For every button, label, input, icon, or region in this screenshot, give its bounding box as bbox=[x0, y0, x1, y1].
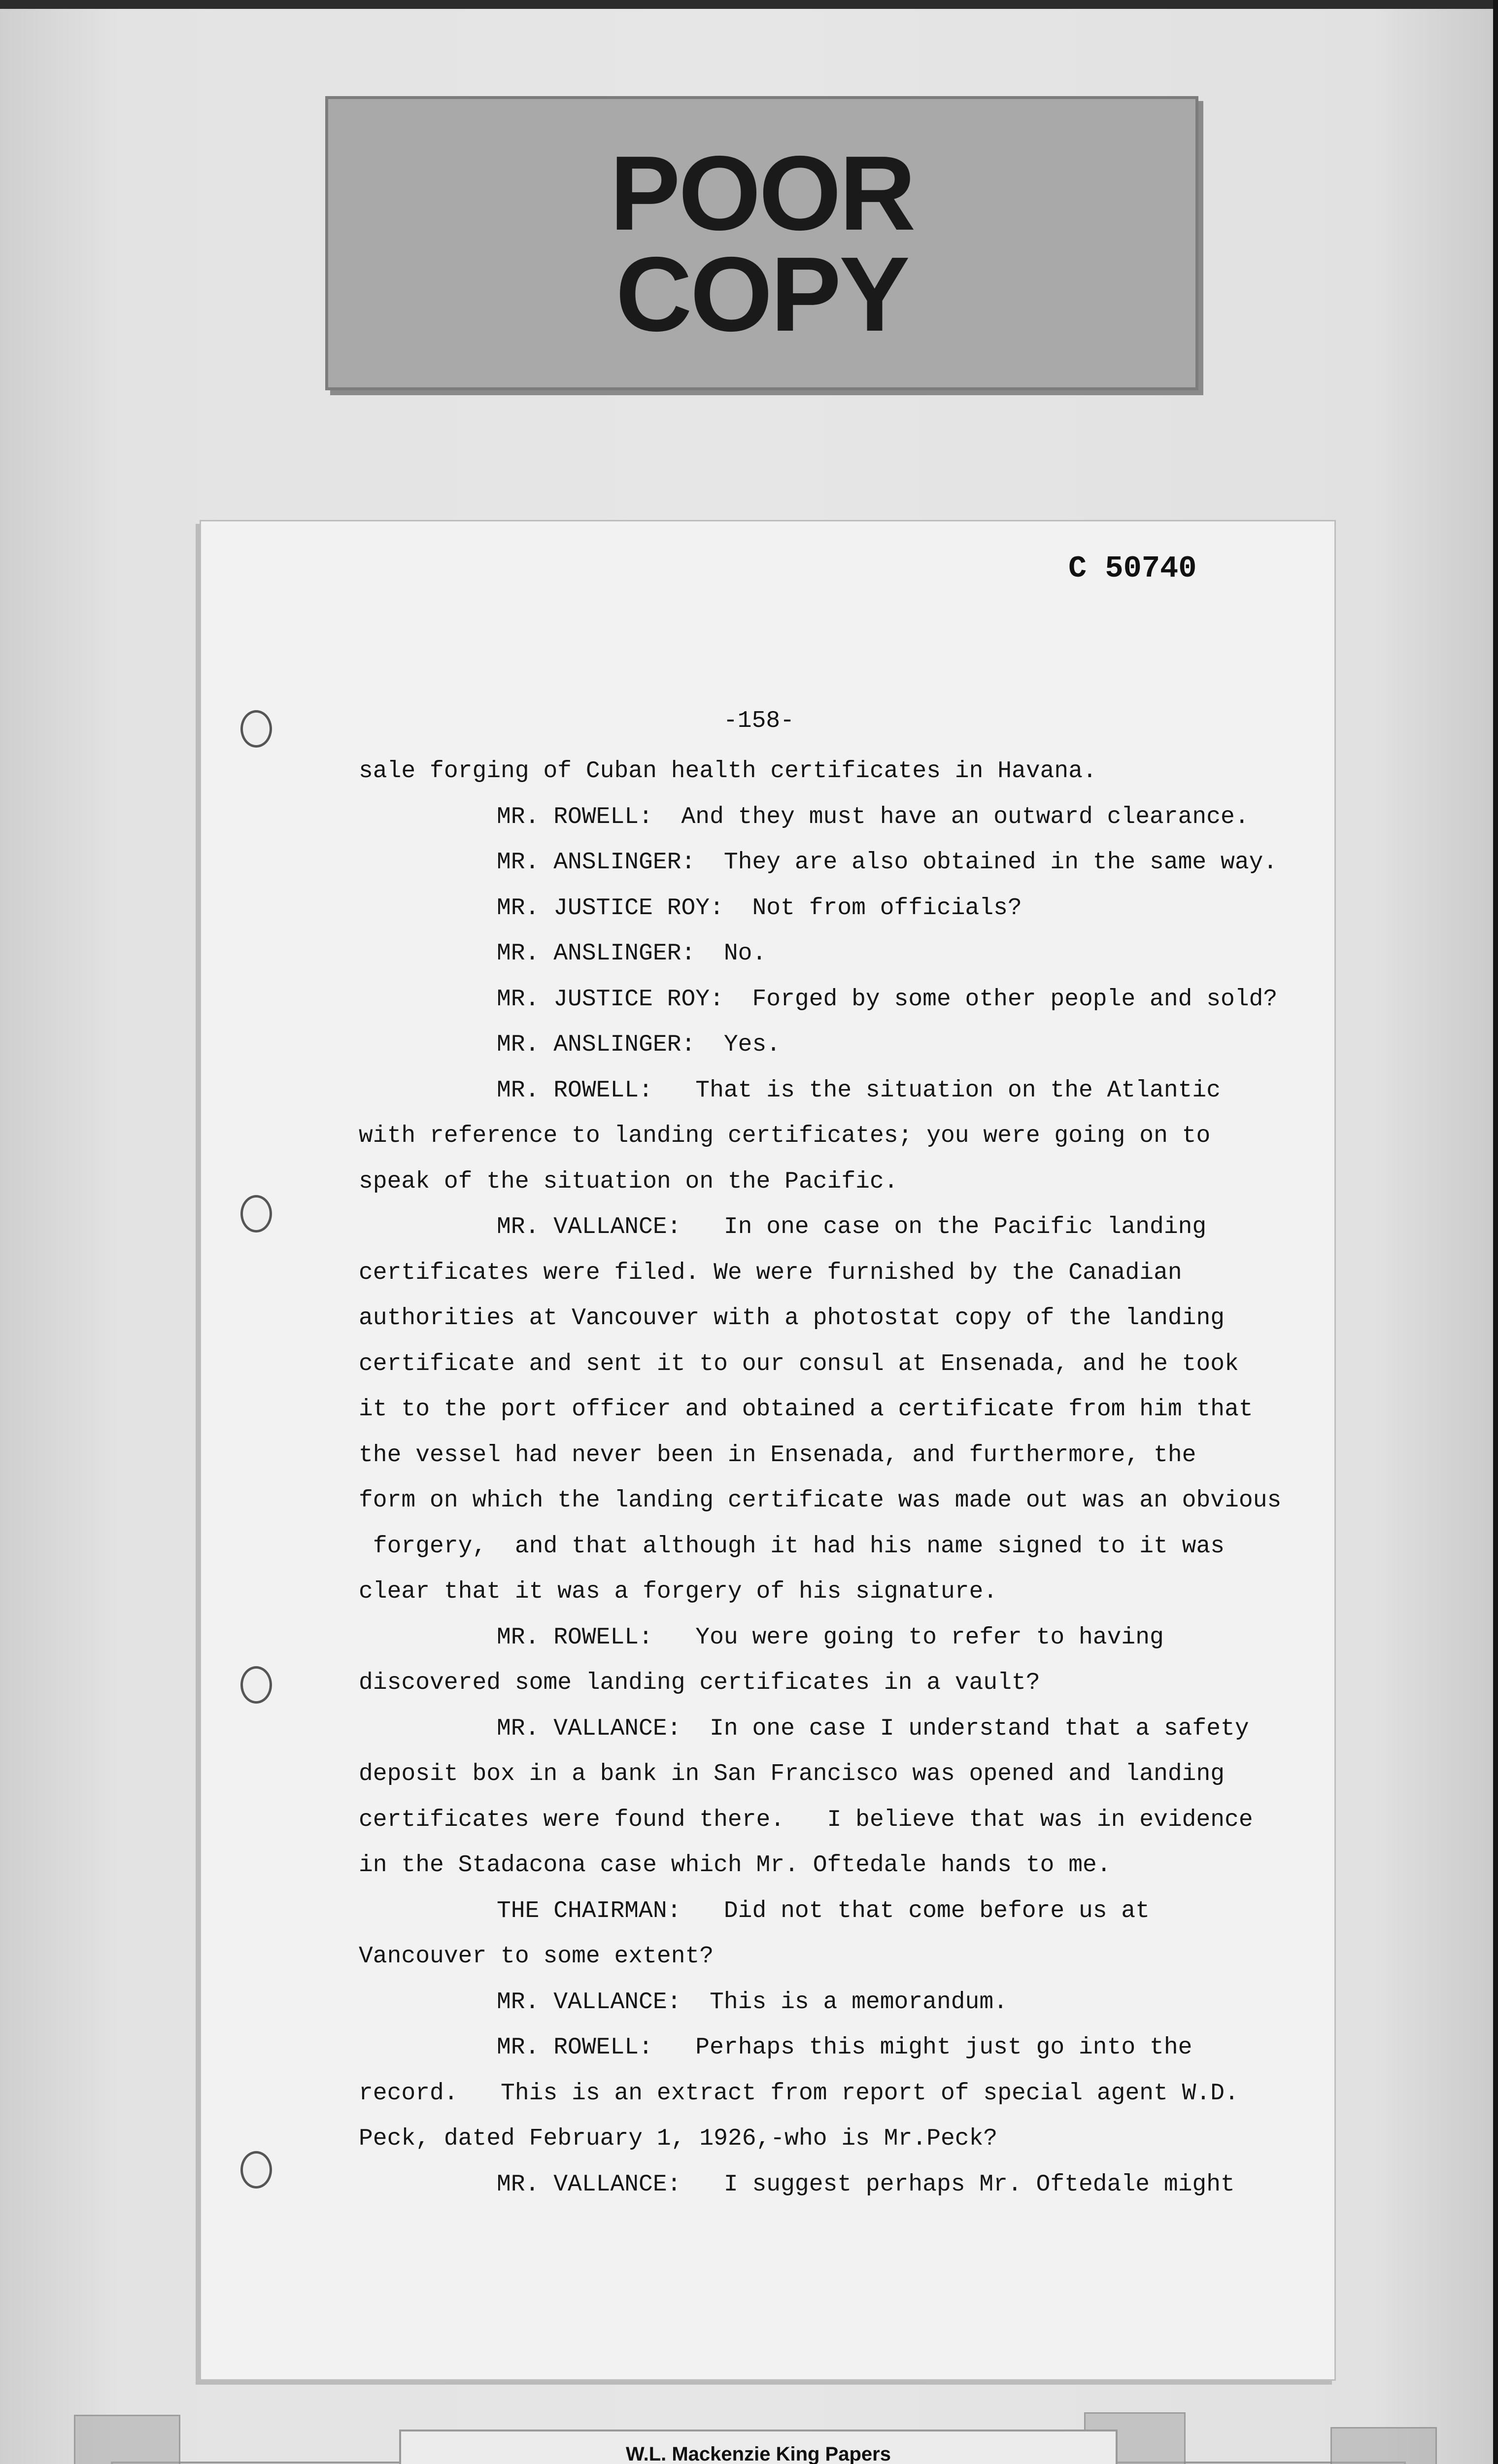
transcript-line: Vancouver to some extent? bbox=[359, 1943, 714, 1970]
transcript-line: MR. ANSLINGER: Yes. bbox=[497, 1031, 781, 1058]
transcript-line: deposit box in a bank in San Francisco was opened and landing bbox=[359, 1761, 1225, 1787]
transcript-line: clear that it was a forgery of his signature. bbox=[359, 1578, 998, 1605]
transcript-line: MR. JUSTICE ROY: Not from officials? bbox=[497, 894, 1022, 922]
transcript-line: form on which the landing certificate was made out was an obvious bbox=[359, 1487, 1282, 1514]
transcript-line: MR. VALLANCE: In one case on the Pacific landing bbox=[497, 1214, 1207, 1240]
transcript-line: MR. ROWELL: Perhaps this might just go into the bbox=[497, 2034, 1192, 2061]
tape-piece bbox=[74, 2415, 180, 2464]
transcript-line: MR. VALLANCE: I suggest perhaps Mr. Oftedale might bbox=[497, 2171, 1235, 2198]
film-edge-top bbox=[0, 0, 1493, 9]
transcript-line: forgery, and that although it had his name signed to it was bbox=[359, 1533, 1225, 1560]
page-number: -158- bbox=[723, 708, 795, 734]
transcript-line: MR. ANSLINGER: They are also obtained in the same way. bbox=[497, 849, 1278, 876]
transcript-line: MR. VALLANCE: In one case I understand that a safety bbox=[497, 1715, 1249, 1742]
poor-copy-line2: COPY bbox=[615, 234, 908, 353]
transcript-line: certificate and sent it to our consul at Ensenada, and he took bbox=[359, 1350, 1239, 1377]
document-number: C 50740 bbox=[1068, 551, 1197, 586]
document-page bbox=[200, 520, 1336, 2381]
punch-hole bbox=[240, 1195, 272, 1232]
transcript-line: authorities at Vancouver with a photostat copy of the landing bbox=[359, 1305, 1225, 1332]
transcript-line: MR. ROWELL: You were going to refer to having bbox=[497, 1624, 1164, 1651]
transcript-line: with reference to landing certificates; you were going on to bbox=[359, 1123, 1211, 1149]
transcript-line: speak of the situation on the Pacific. bbox=[359, 1168, 898, 1195]
punch-hole bbox=[240, 1666, 272, 1704]
transcript-line: in the Stadacona case which Mr. Oftedale hands to me. bbox=[359, 1852, 1111, 1879]
transcript-line: MR. ANSLINGER: No. bbox=[497, 940, 767, 967]
collection-label bbox=[399, 2430, 1118, 2464]
punch-hole bbox=[240, 2151, 272, 2189]
poor-copy-banner bbox=[325, 96, 1198, 390]
transcript-line: certificates were found there. I believe that was in evidence bbox=[359, 1806, 1253, 1833]
tape-piece bbox=[1330, 2427, 1437, 2464]
transcript-line: certificates were filed. We were furnished by the Canadian bbox=[359, 1259, 1182, 1286]
collection-label-line1: W.L. Mackenzie King Papers bbox=[626, 2443, 891, 2464]
transcript-line: sale forging of Cuban health certificates in Havana. bbox=[359, 758, 1097, 785]
transcript-line: MR. ROWELL: And they must have an outward clearance. bbox=[497, 803, 1249, 830]
transcript-line: it to the port officer and obtained a certificate from him that bbox=[359, 1396, 1253, 1423]
poor-copy-line1: POOR bbox=[610, 133, 914, 252]
transcript-line: the vessel had never been in Ensenada, and furthermore, the bbox=[359, 1441, 1196, 1469]
transcript-line: MR. VALLANCE: This is a memorandum. bbox=[497, 1988, 1008, 2016]
transcript-line: MR. ROWELL: That is the situation on the Atlantic bbox=[497, 1077, 1221, 1104]
transcript-line: discovered some landing certificates in a vault? bbox=[359, 1670, 1040, 1696]
transcript-line: MR. JUSTICE ROY: Forged by some other people and sold? bbox=[497, 986, 1278, 1013]
transcript-line: record. This is an extract from report of special agent W.D. bbox=[359, 2080, 1239, 2107]
punch-hole bbox=[240, 710, 272, 748]
transcript-line: THE CHAIRMAN: Did not that come before us at bbox=[497, 1897, 1150, 1924]
transcript-line: Peck, dated February 1, 1926,-who is Mr.Peck? bbox=[359, 2125, 998, 2152]
